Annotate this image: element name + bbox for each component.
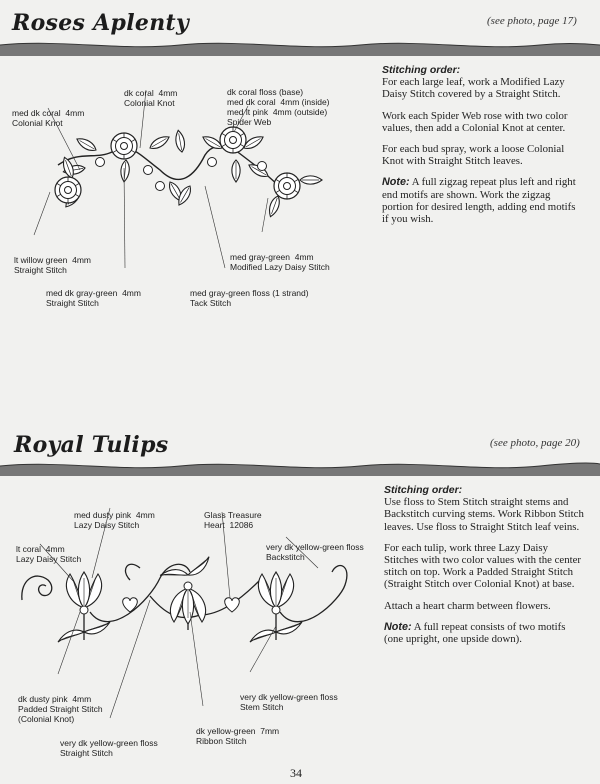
- see-photo-reference: (see photo, page 20): [490, 437, 580, 449]
- royal-tulips-motif: [22, 557, 347, 642]
- label-lt-coral: lt coral 4mm Lazy Daisy Stitch: [16, 544, 82, 564]
- label-dk-coral: dk coral 4mm Colonial Knot: [124, 88, 178, 108]
- section-title-roses-aplenty: Roses Aplenty: [12, 10, 190, 36]
- note-paragraph: Note: A full zigzag repeat plus left and right end motifs are shown. Work the zigzag portion for desired length, adding end motifs if you wish.: [382, 176, 576, 226]
- instruction-paragraph: For each bud spray, work a loose Colonial Knot with Straight Stitch leaves.: [382, 143, 565, 168]
- label-backstitch: very dk yellow-green floss Backstitch: [266, 542, 364, 562]
- label-dk-dusty-pink: dk dusty pink 4mm Padded Straight Stitch (Colonial Knot): [18, 694, 103, 724]
- instruction-paragraph: For each tulip, work three Lazy Daisy Stitches with two color values with the center stitch on top. Work a Padded Straight Stitch (Straight Stitch over Colonial Knot) at base.: [384, 541, 581, 591]
- instruction-paragraph: For each large leaf, work a Modified Lazy Daisy Stitch covered by a Straight Stitch.: [382, 76, 565, 101]
- page-number: 34: [290, 766, 302, 780]
- instruction-paragraph: Attach a heart charm between flowers.: [384, 599, 551, 612]
- instruction-paragraph: Use floss to Stem Stitch straight stems and Backstitch curving stems. Work Ribbon Stitch leaves. Use floss to Straight Stitch leaf veins.: [384, 496, 584, 533]
- label-med-dk-gray-green: med dk gray-green 4mm Straight Stitch: [46, 288, 141, 308]
- roses-aplenty-motif: [55, 127, 322, 218]
- label-med-dk-coral: med dk coral 4mm Colonial Knot: [12, 108, 85, 128]
- label-med-gray-green-floss: med gray-green floss (1 strand) Tack Stitch: [190, 288, 309, 308]
- label-lt-willow-green: lt willow green 4mm Straight Stitch: [14, 255, 91, 275]
- instruction-paragraph: Work each Spider Web rose with two color values, then add a Colonial Knot at center.: [382, 109, 568, 134]
- note-paragraph: Note: A full repeat consists of two motifs (one upright, one upside down).: [384, 620, 566, 646]
- section-title-royal-tulips: Royal Tulips: [14, 432, 169, 458]
- label-dk-yellow-green: dk yellow-green 7mm Ribbon Stitch: [196, 726, 280, 746]
- stitching-order-heading: Stitching order:: [384, 484, 463, 496]
- stitching-order-heading: Stitching order:: [382, 64, 461, 76]
- see-photo-reference: (see photo, page 17): [487, 15, 577, 27]
- label-med-dusty-pink: med dusty pink 4mm Lazy Daisy Stitch: [74, 510, 155, 530]
- label-stem-stitch: very dk yellow-green floss Stem Stitch: [240, 692, 338, 712]
- label-glass-treasure-heart: Glass Treasure Heart 12086: [204, 510, 262, 530]
- label-spider-web: dk coral floss (base) med dk coral 4mm (inside) med lt pink 4mm (outside) Spider Web: [227, 87, 330, 127]
- label-straight-stitch: very dk yellow-green floss Straight Stitch: [60, 738, 158, 758]
- label-med-gray-green: med gray-green 4mm Modified Lazy Daisy Stitch: [230, 252, 330, 272]
